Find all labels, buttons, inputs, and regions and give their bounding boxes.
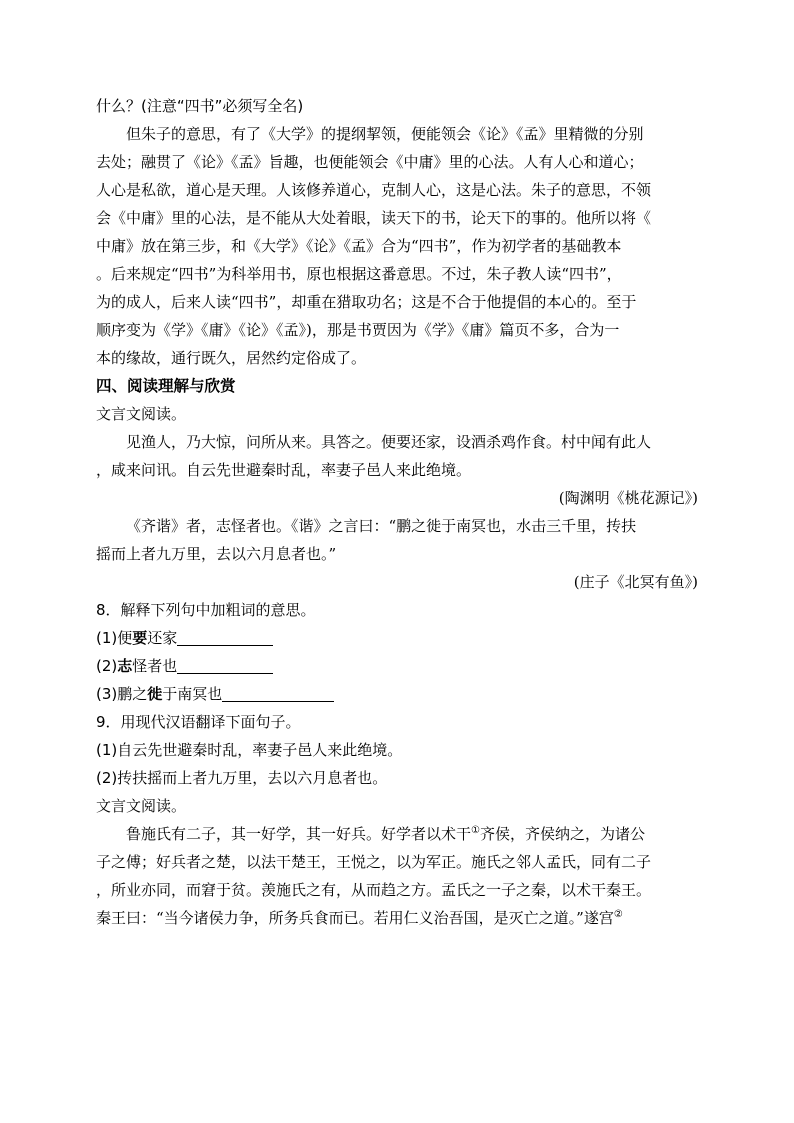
bold-keyword: 要 bbox=[132, 629, 148, 647]
footnote-marker: ① bbox=[471, 825, 480, 836]
question-9-stem: 9．用现代汉语翻译下面句子。 bbox=[96, 713, 301, 731]
excerpt-line: 摇而上者九万里，去以六月息者也。” bbox=[96, 545, 337, 563]
reading-label: 文言文阅读。 bbox=[96, 797, 187, 815]
excerpt-text: 鲁施氏有二子，其一好学，其一好兵。好学者以术干 bbox=[126, 825, 472, 843]
footnote-marker: ② bbox=[613, 909, 623, 920]
passage-line: 为的成人，后来人读“四书”，却重在猎取功名；这是不合于他提倡的本心的。至于 bbox=[96, 293, 637, 311]
passage-line: 但朱子的意思，有了《大学》的提纲挈领，便能领会《论》《孟》里精微的分别 bbox=[126, 125, 644, 143]
excerpt-line: ，咸来问讯。自云先世避秦时乱，率妻子邑人来此绝境。 bbox=[96, 461, 472, 479]
passage-line: 什么？(注意“四书”必须写全名) bbox=[96, 97, 304, 115]
reading-label: 文言文阅读。 bbox=[96, 405, 187, 423]
item-text: 怪者也 bbox=[132, 657, 178, 675]
question-9-item-1: (1)自云先世避秦时乱，率妻子邑人来此绝境。 bbox=[96, 741, 403, 759]
bold-keyword: 徙 bbox=[147, 685, 163, 703]
excerpt-text: 秦王曰：“当今诸侯力争，所务兵食而已。若用仁义治吾国，是灭亡之道。”遂宫 bbox=[96, 909, 614, 927]
excerpt-line: ，所业亦同，而窘于贫。羡施氏之有，从而趋之方。孟氏之一子之秦，以术干秦王。 bbox=[96, 881, 652, 899]
excerpt-line: 子之傅；好兵者之楚，以法干楚王，王悦之，以为军正。施氏之邻人孟氏，同有二子 bbox=[96, 853, 652, 871]
excerpt-line: 《齐谐》者，志怪者也。《谐》之言曰：“鹏之徙于南冥也，水击三千里，抟扶 bbox=[126, 517, 637, 535]
passage-line: 人心是私欲，道心是天理。人该修养道心，克制人心，这是心法。朱子的意思，不领 bbox=[96, 181, 652, 199]
passage-line: 去处；融贯了《论》《孟》旨趣，也便能领会《中庸》里的心法。人有人心和道心； bbox=[96, 153, 644, 171]
item-text: 还家 bbox=[147, 629, 178, 647]
item-text: (1)便 bbox=[96, 629, 133, 647]
bold-keyword: 志 bbox=[117, 657, 133, 675]
question-8-stem: 8．解释下列句中加粗词的意思。 bbox=[96, 601, 316, 619]
excerpt-line bbox=[96, 820, 698, 848]
passage-line: 。后来规定“四书”为科举用书，原也根据这番意思。不过，朱子教人读“四书”， bbox=[96, 265, 622, 283]
answer-blank[interactable] bbox=[177, 657, 273, 674]
item-text: 于南冥也 bbox=[162, 685, 223, 703]
passage-line: 本的缘故，通行既久，居然约定俗成了。 bbox=[96, 349, 367, 367]
question-9-item-2: (2)抟扶摇而上者九万里，去以六月息者也。 bbox=[96, 769, 388, 787]
excerpt-text: 齐侯，齐侯纳之，为诸公 bbox=[479, 825, 645, 843]
passage-line: 中庸》放在第三步，和《大学》《论》《孟》合为“四书”，作为初学者的基础教本 bbox=[96, 237, 622, 255]
question-8-item-2 bbox=[96, 652, 698, 680]
excerpt-source: (庄子《北冥有鱼》) bbox=[573, 573, 698, 591]
item-text: (3)鹏之 bbox=[96, 685, 148, 703]
passage-line: 会《中庸》里的心法，是不能从大处着眼，读天下的书，论天下的事的。他所以将《 bbox=[96, 209, 652, 227]
item-text: (2) bbox=[96, 657, 118, 675]
section-heading: 四、阅读理解与欣赏 bbox=[96, 377, 236, 395]
passage-line: 顺序变为《学》《庸》《论》《孟》)，那是书贾因为《学》《庸》篇页不多，合为一 bbox=[96, 321, 620, 339]
excerpt-source: (陶渊明《桃花源记》) bbox=[558, 489, 698, 507]
excerpt-line bbox=[96, 904, 698, 932]
question-8-item-3 bbox=[96, 680, 698, 708]
answer-blank[interactable] bbox=[222, 685, 334, 702]
answer-blank[interactable] bbox=[177, 629, 273, 646]
page-content bbox=[96, 92, 698, 932]
question-8-item-1 bbox=[96, 624, 698, 652]
excerpt-line: 见渔人，乃大惊，问所从来。具答之。便要还家，设酒杀鸡作食。村中闻有此人 bbox=[126, 433, 652, 451]
